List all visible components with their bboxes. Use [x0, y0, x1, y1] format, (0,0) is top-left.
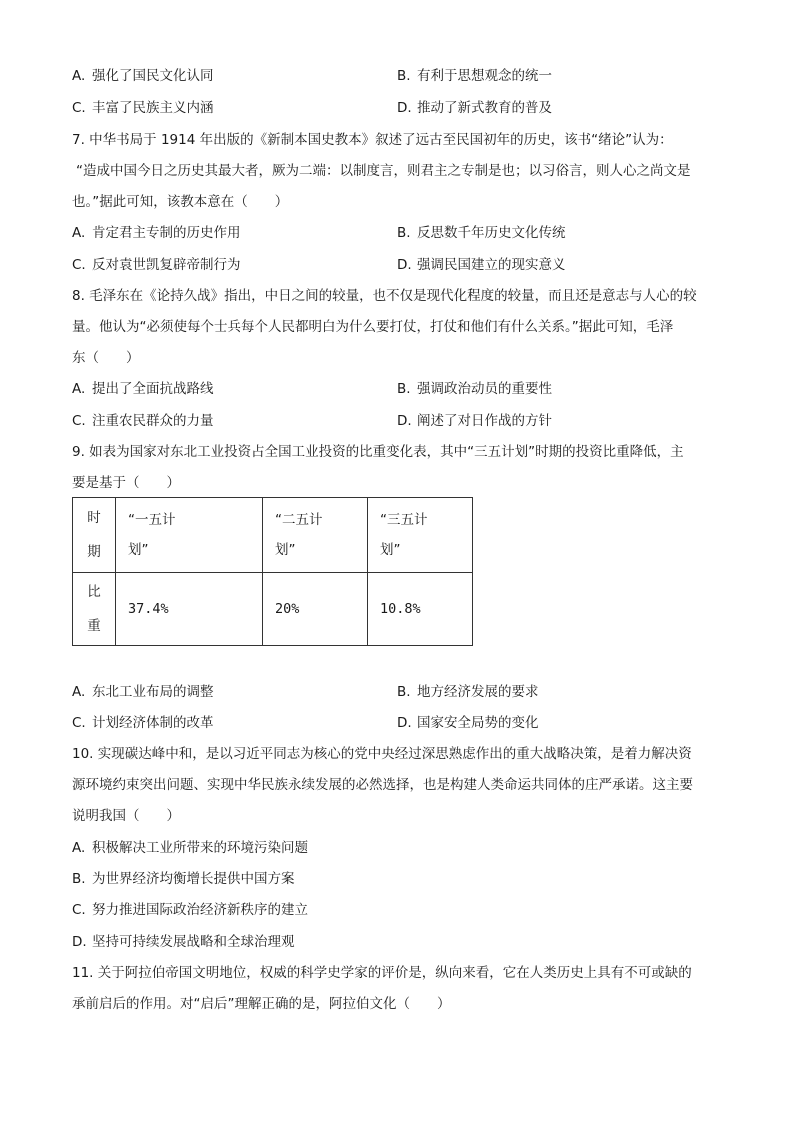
q6-option-d	[397, 98, 552, 118]
q8-stem-line-2: 量。他认为“必须使每个士兵每个人民都明白为什么要打仗，打仗和他们有什么关系。”据此可知，毛泽	[72, 319, 674, 335]
row-label-line: 重	[87, 618, 101, 634]
q11-stem-line-2: 承前启后的作用。对“启后”理解正确的是，阿拉伯文化（ ）	[72, 996, 451, 1012]
period-line: 划”	[380, 542, 401, 558]
option-label: D.	[397, 715, 412, 731]
option-label: A.	[72, 840, 86, 856]
option-label: D.	[72, 934, 87, 950]
table-header-cell	[73, 498, 116, 573]
q9-option-b	[397, 682, 539, 702]
option-text: 为世界经济均衡增长提供中国方案	[92, 871, 295, 887]
q7-option-b	[397, 223, 566, 243]
option-text: 强化了国民文化认同	[92, 68, 214, 84]
option-label: C.	[72, 413, 86, 429]
option-text: 积极解决工业所带来的环境污染问题	[92, 840, 308, 856]
q7-stem-line-3: 也。”据此可知，该教本意在（ ）	[72, 194, 289, 210]
option-text: 强调政治动员的重要性	[417, 381, 552, 397]
option-text: 东北工业布局的调整	[92, 684, 214, 700]
row-label-line: 比	[87, 584, 101, 600]
option-label: D.	[397, 100, 412, 116]
q9-option-a	[72, 682, 214, 702]
table-cell	[368, 498, 473, 573]
header-label-line: 时	[87, 510, 101, 526]
q7-stem-line-2: “造成中国今日之历史其最大者，厥为二端：以制度言，则君主之专制是也；以习俗言，则人心之尚文是	[76, 163, 691, 179]
option-text: 丰富了民族主义内涵	[92, 100, 214, 116]
q8-option-d	[397, 411, 552, 431]
option-text: 提出了全面抗战路线	[92, 381, 214, 397]
header-label-line: 期	[87, 544, 101, 560]
option-label: C.	[72, 100, 86, 116]
option-label: B.	[397, 381, 411, 397]
q6-option-c	[72, 98, 214, 118]
table-header-cell	[73, 573, 116, 646]
q6-option-a	[72, 66, 214, 86]
period-line: “二五计	[275, 512, 323, 528]
q8-option-c	[72, 411, 214, 431]
period-line: “一五计	[128, 512, 176, 528]
option-text: 计划经济体制的改革	[92, 715, 214, 731]
q6-option-b	[397, 66, 552, 86]
q7-option-c	[72, 255, 241, 275]
q10-option-d	[72, 932, 295, 952]
option-label: C.	[72, 715, 86, 731]
q10-option-a	[72, 838, 308, 858]
q8-option-a	[72, 379, 214, 399]
option-text: 反对袁世凯复辟帝制行为	[92, 257, 241, 273]
q10-stem-line-3: 说明我国（ ）	[72, 808, 180, 824]
option-text: 地方经济发展的要求	[417, 684, 539, 700]
option-label: B.	[397, 68, 411, 84]
option-text: 坚持可持续发展战略和全球治理观	[92, 934, 295, 950]
q10-stem-line-1: 10. 实现碳达峰中和，是以习近平同志为核心的党中央经过深思熟虑作出的重大战略决策，是着力解决资	[72, 746, 692, 762]
option-label: C.	[72, 257, 86, 273]
option-label: C.	[72, 902, 86, 918]
investment-ratio-table	[72, 497, 473, 646]
option-label: D.	[397, 413, 412, 429]
option-text: 推动了新式教育的普及	[417, 100, 552, 116]
q7-stem-line-1: 7. 中华书局于 1914 年出版的《新制本国史教本》叙述了远古至民国初年的历史，该书“绪论”认为：	[72, 132, 673, 148]
q7-option-a	[72, 223, 241, 243]
table-row	[73, 498, 473, 573]
option-text: 国家安全局势的变化	[417, 715, 539, 731]
period-line: 划”	[275, 542, 296, 558]
table-cell: 10.8%	[368, 573, 473, 646]
table-cell	[116, 498, 263, 573]
table-cell: 20%	[263, 573, 368, 646]
option-label: B.	[397, 684, 411, 700]
option-label: A.	[72, 684, 86, 700]
q9-stem-line-1: 9. 如表为国家对东北工业投资占全国工业投资的比重变化表，其中“三五计划”时期的投资比重降低，主	[72, 444, 684, 460]
option-text: 反思数千年历史文化传统	[417, 225, 566, 241]
option-text: 努力推进国际政治经济新秩序的建立	[92, 902, 308, 918]
q10-option-c	[72, 900, 308, 920]
option-label: B.	[72, 871, 86, 887]
option-label: A.	[72, 381, 86, 397]
q8-stem-line-1: 8. 毛泽东在《论持久战》指出，中日之间的较量，也不仅是现代化程度的较量，而且还是意志与人心的较	[72, 288, 697, 304]
option-label: D.	[397, 257, 412, 273]
option-text: 强调民国建立的现实意义	[417, 257, 566, 273]
table-cell: 37.4%	[116, 573, 263, 646]
table-row	[73, 573, 473, 646]
option-text: 注重农民群众的力量	[92, 413, 214, 429]
q10-option-b	[72, 869, 295, 889]
period-line: 划”	[128, 542, 149, 558]
q9-option-c	[72, 713, 214, 733]
q7-option-d	[397, 255, 566, 275]
period-line: “三五计	[380, 512, 428, 528]
q9-stem-line-2: 要是基于（ ）	[72, 475, 180, 491]
option-text: 阐述了对日作战的方针	[417, 413, 552, 429]
option-label: A.	[72, 68, 86, 84]
q9-option-d	[397, 713, 539, 733]
option-text: 有利于思想观念的统一	[417, 68, 552, 84]
q8-stem-line-3: 东（ ）	[72, 350, 140, 366]
option-text: 肯定君主专制的历史作用	[92, 225, 241, 241]
q8-option-b	[397, 379, 552, 399]
option-label: B.	[397, 225, 411, 241]
option-label: A.	[72, 225, 86, 241]
table-cell	[263, 498, 368, 573]
q11-stem-line-1: 11. 关于阿拉伯帝国文明地位，权威的科学史学家的评价是，纵向来看，它在人类历史上具有不可或缺的	[72, 965, 692, 981]
q10-stem-line-2: 源环境约束突出问题、实现中华民族永续发展的必然选择，也是构建人类命运共同体的庄严承诺。这主要	[72, 777, 693, 793]
